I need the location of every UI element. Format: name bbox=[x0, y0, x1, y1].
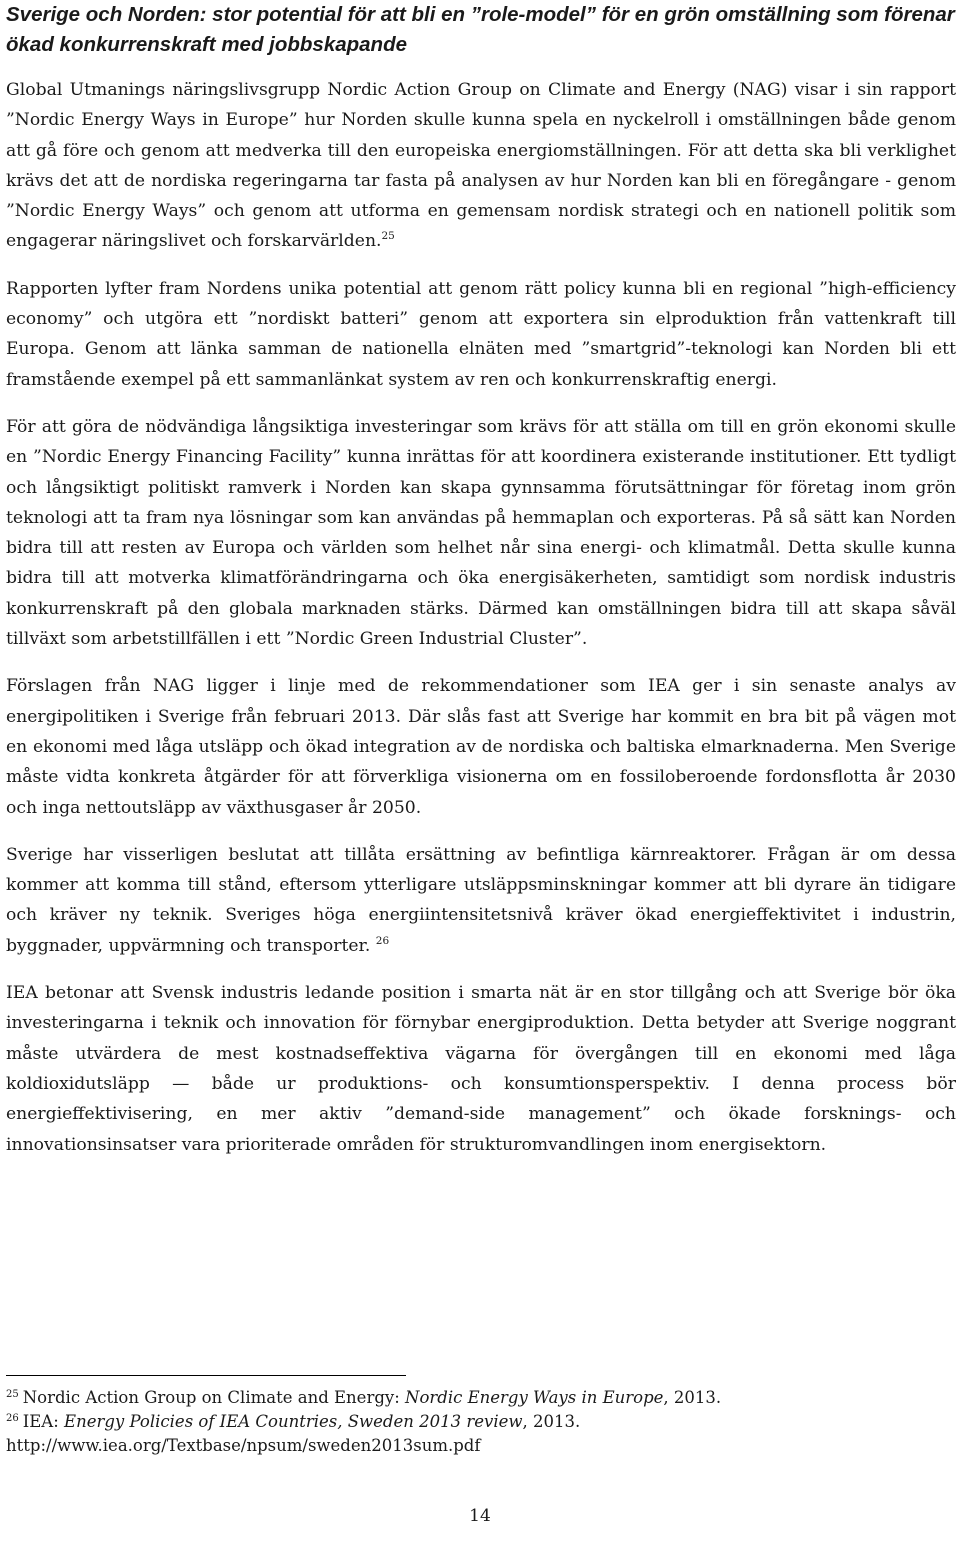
paragraph-text: Sverige har visserligen beslutat att tillåta ersättning av befintliga kärnreaktorer. Frågan är om dessa kommer att komma till stånd, eftersom ytterligare utsläppsminskningar kommer att bli dyrare än tidigare och kräver ny teknik. Sveriges höga energiintensitetsnivå kräver ökad energieffektivitet i industrin, byggnader, uppvärmning och transporter. bbox=[6, 844, 956, 956]
footnote-title: Nordic Energy Ways in Europe bbox=[405, 1388, 664, 1407]
page-body bbox=[6, 0, 956, 1160]
section-heading: Sverige och Norden: stor potential för att bli en ”role-model” för en grön omställning som förenar ökad konkurrenskraft med jobbskapande bbox=[6, 3, 955, 56]
paragraph-nuclear-reactors bbox=[6, 840, 956, 961]
paragraph-text: Rapporten lyfter fram Nordens unika potential att genom rätt policy kunna bli en regional ”high-efficiency economy” och utgöra ett ”nordiskt batteri” genom att exportera sin elproduktion från vattenkraft till Europa. Genom att länka samman de nationella elnäten med ”smartgrid”-teknologi kan Norden bli ett framstående exempel på ett sammanlänkat system av ren och konkurrenskraftig energi. bbox=[6, 278, 956, 390]
footnote-26 bbox=[6, 1410, 906, 1434]
footnote-title: Energy Policies of IEA Countries, Sweden 2013 review bbox=[64, 1412, 523, 1431]
footnotes bbox=[6, 1375, 906, 1458]
footnote-text: , 2013. bbox=[663, 1388, 722, 1407]
footnote-url-line bbox=[6, 1434, 906, 1458]
footnote-text: IEA: bbox=[22, 1412, 65, 1431]
paragraph-smart-grids bbox=[6, 978, 956, 1160]
footnote-25 bbox=[6, 1386, 906, 1410]
footnote-ref-26[interactable]: 26 bbox=[375, 934, 390, 947]
paragraph-iea-recommendations bbox=[6, 671, 956, 822]
paragraph-text: För att göra de nödvändiga långsiktiga investeringar som krävs för att ställa om till en grön ekonomi skulle en ”Nordic Energy Financing Facility” kunna inrättas för att koordinera existerande institutioner. Ett tydligt och långsiktigt politiskt ramverk i Norden kan skapa gynnsamma förutsättningar för företag inom grön teknologi att ta fram nya lösningar som kan användas på hemmaplan och exporteras. På så sätt kan Norden bidra till att resten av Europa och världen som helhet når sina energi- och klimatmål. Detta skulle kunna bidra till att motverka klimatförändringarna och öka energisäkerheten, samtidigt som nordisk industris konkurrenskraft på den globala marknaden stärks. Därmed kan omställningen bidra till att skapa såväl tillväxt som arbetstillfällen i ett ”Nordic Green Industrial Cluster”. bbox=[6, 416, 956, 650]
paragraph-text: Global Utmanings näringslivsgrupp Nordic Action Group on Climate and Energy (NAG) visar i sin rapport ”Nordic Energy Ways in Europe” hur Norden skulle kunna spela en nyckelroll i omställningen både genom att gå före och genom att medverka till den europeiska energiomställningen. För att detta ska bli verklighet krävs det att de nordiska regeringarna tar fasta på analysen av hur Norden kan bli en föregångare - genom ”Nordic Energy Ways” och genom att utforma en gemensam nordisk strategi och en nationell politik som engagerar näringslivet och forskarvärlden. bbox=[6, 80, 956, 252]
paragraph-text: IEA betonar att Svensk industris ledande position i smarta nät är en stor tillgång och att Sverige bör öka investeringarna i teknik och innovation för förnybar energiproduktion. Detta betyder att Sverige noggrant måste utvärdera de mest kostnadseffektiva vägarna för övergången till en ekonomi med låga koldioxidutsläpp — både ur produktions- och konsumtionsperspektiv. I denna process bör energieffektivisering, en mer aktiv ”demand-side management” och ökade forsknings- och innovationsinsatser vara prioriterade områden för strukturomvandlingen inom energisektorn. bbox=[6, 983, 956, 1155]
page-number: 14 bbox=[469, 1506, 491, 1526]
footnote-text: Nordic Action Group on Climate and Energy: bbox=[22, 1388, 406, 1407]
paragraph-nag-report bbox=[6, 75, 956, 257]
footnote-divider bbox=[6, 1375, 406, 1376]
footnote-url-link[interactable]: http://www.iea.org/Textbase/npsum/sweden2013sum.pdf bbox=[6, 1436, 481, 1455]
paragraph-regional-potential bbox=[6, 274, 956, 395]
footnote-number: 26 bbox=[6, 1413, 19, 1424]
footnote-number: 25 bbox=[6, 1389, 19, 1400]
footnote-ref-25[interactable]: 25 bbox=[381, 230, 395, 243]
paragraph-financing-facility bbox=[6, 412, 956, 654]
footnote-text: , 2013. bbox=[522, 1412, 581, 1431]
paragraph-text: Förslagen från NAG ligger i linje med de rekommendationer som IEA ger i sin senaste analys av energipolitiken i Sverige från februari 2013. Där slås fast att Sverige har kommit en bra bit på vägen mot en ekonomi med låga utsläpp och ökad integration av de nordiska och baltiska elmarknaderna. Men Sverige måste vidta konkreta åtgärder för att förverkliga visionerna om en fossiloberoende fordonsflotta år 2030 och inga nettoutsläpp av växthusgaser år 2050. bbox=[6, 676, 956, 818]
